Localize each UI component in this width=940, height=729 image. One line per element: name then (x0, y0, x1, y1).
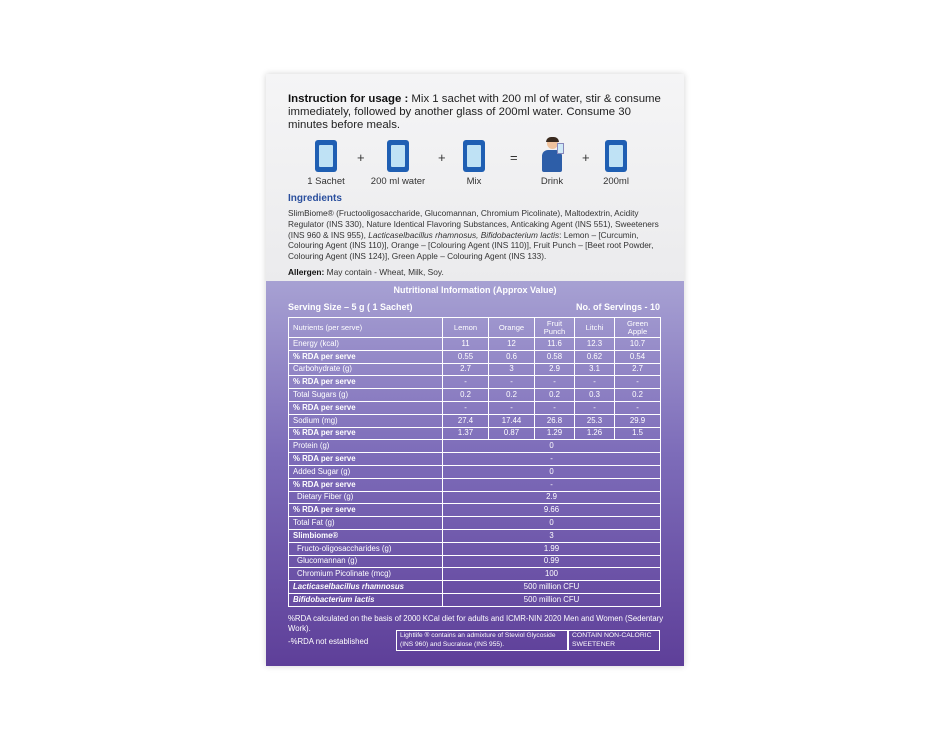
nutrient-name: % RDA per serve (289, 453, 443, 466)
table-row (289, 465, 661, 478)
table-row (289, 440, 661, 453)
plus-operator: + (438, 150, 446, 165)
nutrition-header-row (289, 318, 661, 338)
nutrient-value: 0.2 (443, 389, 489, 402)
nutrient-name: Protein (g) (289, 440, 443, 453)
nutrient-value: 2.7 (615, 363, 661, 376)
nutrient-value: - (535, 376, 575, 389)
step-mix (452, 140, 496, 187)
table-row (289, 529, 661, 542)
nutrient-value: 0.58 (535, 350, 575, 363)
nutrient-value: 3 (443, 529, 661, 542)
rda-not-established-note: -%RDA not established (288, 637, 369, 646)
rda-footnote: %RDA calculated on the basis of 2000 KCal diet for adults and ICMR-NIN 2020 Men and Women (Sedentary Work). (288, 614, 664, 633)
nutrient-value: 12 (489, 338, 535, 351)
nutrient-value: - (443, 376, 489, 389)
nutrient-name: Added Sugar (g) (289, 465, 443, 478)
nutrient-name: Energy (kcal) (289, 338, 443, 351)
table-row (289, 389, 661, 402)
step-label: 1 Sachet (307, 176, 345, 187)
nutrient-name: % RDA per serve (289, 478, 443, 491)
nutrient-value: 25.3 (575, 414, 615, 427)
step-drink (530, 138, 574, 187)
nutrient-value: - (575, 376, 615, 389)
nutrient-value: 2.9 (443, 491, 661, 504)
instructions-body: Mix 1 sachet with 200 ml of water, stir & consume immediately, followed by another glass of 200ml water. Consume 30 minutes before meals. (288, 93, 661, 131)
nutrient-name: Glucomannan (g) (289, 555, 443, 568)
header-orange: Orange (489, 318, 535, 338)
nutrient-value: 0 (443, 517, 661, 530)
nutrient-value: 0.6 (489, 350, 535, 363)
product-box-back-panel (266, 74, 684, 666)
table-row (289, 414, 661, 427)
nutrient-value: 100 (443, 568, 661, 581)
nutrient-value: 1.26 (575, 427, 615, 440)
nutrient-name: Carbohydrate (g) (289, 363, 443, 376)
instructions-label: Instruction for usage : (288, 93, 409, 105)
nutrient-value: 11.6 (535, 338, 575, 351)
nutrient-value: 3 (489, 363, 535, 376)
nutrient-value: 0.2 (535, 389, 575, 402)
nutrient-value: 500 million CFU (443, 581, 661, 594)
table-row (289, 568, 661, 581)
step-water (366, 140, 430, 187)
usage-steps (266, 140, 684, 190)
sachet-icon (315, 140, 337, 172)
nutrient-value: 0 (443, 465, 661, 478)
lightlife-note: Lightlife ® contains an admixture of Steviol Glycoside (INS 960) and Sucralose (INS 955). (396, 630, 568, 651)
nutrition-table (288, 317, 661, 607)
table-row (289, 593, 661, 606)
nutrient-name: Dietary Fiber (g) (289, 491, 443, 504)
table-row (289, 581, 661, 594)
nutrient-value: - (615, 376, 661, 389)
table-row (289, 517, 661, 530)
plus-operator: + (582, 150, 590, 165)
nutrient-value: 0.62 (575, 350, 615, 363)
nutrient-value: 0.87 (489, 427, 535, 440)
nutrient-value: - (575, 401, 615, 414)
nutrient-name: Bifidobacterium lactis (289, 593, 443, 606)
nutrient-value: 1.99 (443, 542, 661, 555)
nutrient-value: 0.2 (489, 389, 535, 402)
nutrient-value: - (443, 453, 661, 466)
header-green-apple: Green Apple (615, 318, 661, 338)
step-sachet (304, 140, 348, 187)
nutrient-value: 11 (443, 338, 489, 351)
nutrient-value: 26.8 (535, 414, 575, 427)
nutrient-value: 0.2 (615, 389, 661, 402)
step-label: 200ml (603, 176, 629, 187)
nutrient-value: 500 million CFU (443, 593, 661, 606)
ingredients-probiotics: Lacticaselbacillus rhamnosus, Bifidobacterium lactis (368, 229, 560, 240)
table-row (289, 350, 661, 363)
nutrient-value: 2.7 (443, 363, 489, 376)
step-label: Mix (466, 176, 482, 187)
nutrient-name: % RDA per serve (289, 376, 443, 389)
header-fruit-punch: Fruit Punch (535, 318, 575, 338)
nutrient-value: 2.9 (535, 363, 575, 376)
table-row (289, 542, 661, 555)
nutrient-value: 3.1 (575, 363, 615, 376)
nutrient-value: 0.54 (615, 350, 661, 363)
nutrient-name: % RDA per serve (289, 350, 443, 363)
nutrient-name: Total Fat (g) (289, 517, 443, 530)
non-caloric-sweetener-badge: CONTAIN NON-CALORIC SWEETENER (568, 630, 660, 651)
nutrient-value: - (535, 401, 575, 414)
table-row (289, 453, 661, 466)
header-nutrients: Nutrients (per serve) (289, 318, 443, 338)
table-row (289, 363, 661, 376)
nutrient-value: 1.37 (443, 427, 489, 440)
step-label: 200 ml water (370, 176, 426, 187)
allergen-info (288, 267, 444, 277)
water-glass-icon (387, 140, 409, 172)
table-row (289, 427, 661, 440)
header-lemon: Lemon (443, 318, 489, 338)
nutrient-value: 9.66 (443, 504, 661, 517)
number-of-servings: No. of Servings - 10 (575, 302, 660, 312)
ingredients-part: SlimBiome® (Fructooligosaccharide, Glucomannan, Chromium Picolinate), Maltodextrin, Acidity Regulator (INS 330), Nature Identical Flavoring Substances, Anticaking Agent (INS 551), Sweeteners (INS 960 & INS 955), (288, 208, 659, 240)
nutrient-value: - (443, 478, 661, 491)
nutrient-value: - (489, 376, 535, 389)
nutrient-name: Slimbiome® (289, 529, 443, 542)
instructions-text (288, 93, 664, 132)
ingredients-text (288, 208, 664, 262)
ingredients-part: : Lemon – [Curcumin, Colouring Agent (INS 110)], Orange – [Colouring Agent (INS 110)], Fruit Punch – [Beet root Powder, Colouring Agent (INS 124)], Green Apple – Colouring Agent (INS 133). (288, 229, 654, 262)
nutrient-value: - (443, 401, 489, 414)
serving-size: Serving Size – 5 g ( 1 Sachet) (288, 302, 413, 312)
mix-glass-icon (463, 140, 485, 172)
nutrient-value: 29.9 (615, 414, 661, 427)
nutrient-value: 10.7 (615, 338, 661, 351)
table-row (289, 401, 661, 414)
nutrient-name: Lacticaselbacillus rhamnosus (289, 581, 443, 594)
nutrient-name: Sodium (mg) (289, 414, 443, 427)
header-litchi: Litchi (575, 318, 615, 338)
ingredients-heading: Ingredients (288, 193, 342, 204)
nutrient-name: Fructo-oligosaccharides (g) (289, 542, 443, 555)
nutrient-name: Total Sugars (g) (289, 389, 443, 402)
step-label: Drink (540, 176, 564, 187)
person-drinking-icon (538, 138, 566, 172)
nutrition-title: Nutritional Information (Approx Value) (393, 285, 557, 295)
plus-operator: + (357, 150, 365, 165)
allergen-label: Allergen: (288, 267, 325, 277)
water-glass-icon (605, 140, 627, 172)
nutrient-value: 27.4 (443, 414, 489, 427)
nutrient-value: 17.44 (489, 414, 535, 427)
nutrient-name: % RDA per serve (289, 427, 443, 440)
step-extra-water (594, 140, 638, 187)
table-row (289, 555, 661, 568)
nutrient-value: - (615, 401, 661, 414)
nutrient-name: % RDA per serve (289, 504, 443, 517)
nutrient-name: Chromium Picolinate (mcg) (289, 568, 443, 581)
equals-operator: = (510, 150, 518, 165)
allergen-text: May contain - Wheat, Milk, Soy. (326, 267, 444, 277)
table-row (289, 376, 661, 389)
table-row (289, 478, 661, 491)
nutrient-value: 1.29 (535, 427, 575, 440)
nutrient-name: % RDA per serve (289, 401, 443, 414)
nutrient-value: - (489, 401, 535, 414)
nutrient-value: 0.55 (443, 350, 489, 363)
nutrient-value: 0 (443, 440, 661, 453)
nutrient-value: 12.3 (575, 338, 615, 351)
table-row (289, 491, 661, 504)
nutrient-value: 0.3 (575, 389, 615, 402)
nutrient-value: 1.5 (615, 427, 661, 440)
nutrient-value: 0.99 (443, 555, 661, 568)
table-row (289, 338, 661, 351)
table-row (289, 504, 661, 517)
